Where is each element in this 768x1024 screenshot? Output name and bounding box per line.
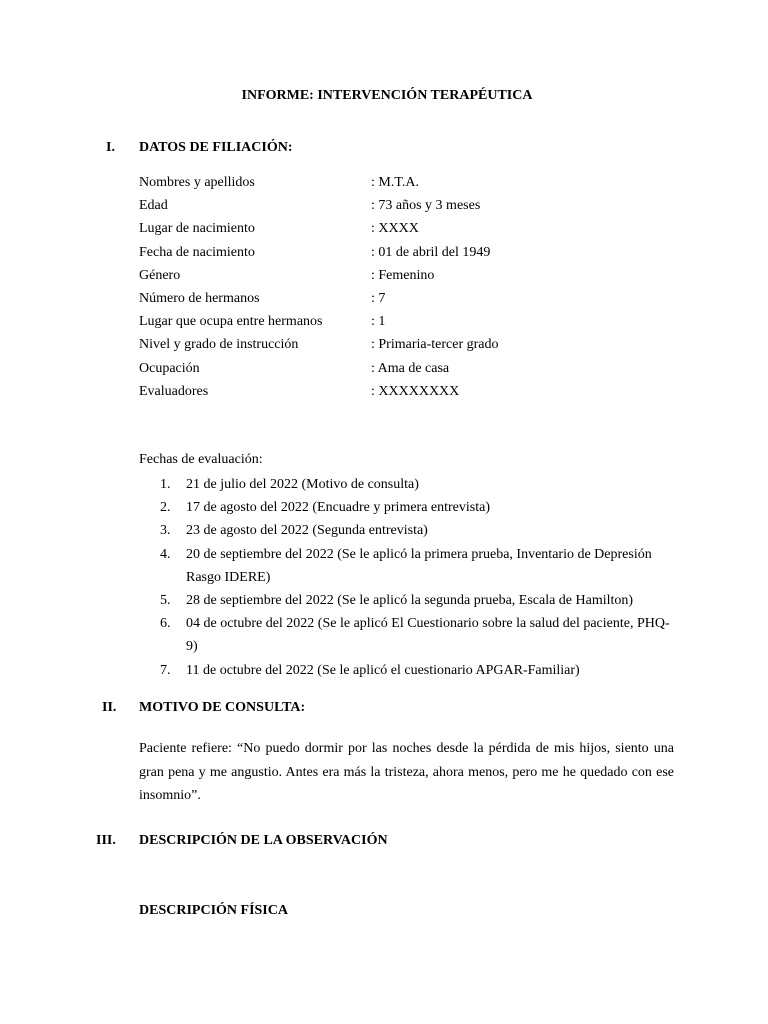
field-value: : Ama de casa — [371, 360, 450, 376]
field-row — [139, 382, 679, 405]
document-title: INFORME: INTERVENCIÓN TERAPÉUTICA — [241, 88, 533, 103]
list-number: 2. — [160, 500, 171, 516]
field-row — [139, 289, 679, 312]
list-text: 21 de julio del 2022 (Motivo de consulta) — [186, 477, 419, 492]
list-number: 7. — [160, 662, 171, 678]
field-label: Nivel y grado de instrucción — [139, 337, 299, 353]
field-label: Número de hermanos — [139, 290, 260, 306]
field-row — [139, 243, 679, 266]
field-value: : Femenino — [371, 267, 435, 283]
field-value: : 01 de abril del 1949 — [371, 244, 491, 260]
field-label: Evaluadores — [139, 383, 209, 399]
field-row — [139, 312, 679, 335]
section-2-number: II. — [102, 700, 117, 715]
list-text: 04 de octubre del 2022 (Se le aplicó El Cuestionario sobre la salud del paciente, PHQ-9) — [186, 616, 670, 655]
evaluation-dates-heading: Fechas de evaluación: — [139, 452, 263, 467]
section-2-title: MOTIVO DE CONSULTA: — [139, 700, 306, 715]
section-3-number: III. — [96, 833, 116, 848]
field-label: Edad — [139, 198, 168, 214]
list-text: 28 de septiembre del 2022 (Se le aplicó la segunda prueba, Escala de Hamilton) — [186, 593, 634, 609]
list-text: 20 de septiembre del 2022 (Se le aplicó la primera prueba, Inventario de Depresión Rasgo IDERE) — [186, 546, 652, 585]
list-item — [160, 589, 680, 612]
field-label: Género — [139, 267, 181, 283]
field-row — [139, 359, 679, 382]
list-item — [160, 473, 680, 496]
field-value: : XXXX — [371, 221, 419, 237]
field-label: Lugar de nacimiento — [139, 221, 255, 237]
list-text: 23 de agosto del 2022 (Segunda entrevista) — [186, 523, 428, 539]
field-row — [139, 266, 679, 289]
list-number: 5. — [160, 593, 171, 609]
list-number: 6. — [160, 616, 171, 632]
field-label: Ocupación — [139, 360, 200, 376]
list-item — [160, 612, 680, 658]
motivo-paragraph: Paciente refiere: “No puedo dormir por las noches desde la pérdida de mis hijos, siento una gran pena y me angustio. Antes era más la tristeza, ahora menos, pero me he quedado con ese insomnio”. — [139, 741, 674, 803]
list-number: 1. — [160, 477, 171, 492]
field-value: : Primaria-tercer grado — [371, 337, 499, 353]
evaluation-dates-list — [160, 473, 680, 682]
list-number: 3. — [160, 523, 171, 539]
field-row — [139, 219, 679, 242]
list-item — [160, 519, 680, 542]
subsection-title: DESCRIPCIÓN FÍSICA — [139, 903, 288, 918]
section-1-title: DATOS DE FILIACIÓN: — [139, 140, 293, 155]
field-label: Fecha de nacimiento — [139, 244, 255, 260]
field-value: : M.T.A. — [371, 175, 419, 190]
list-item — [160, 543, 680, 589]
field-value: : 1 — [371, 314, 386, 330]
field-value: : 73 años y 3 meses — [371, 198, 481, 214]
list-text: 17 de agosto del 2022 (Encuadre y primera entrevista) — [186, 500, 491, 516]
filiation-fields — [139, 173, 679, 405]
list-text: 11 de octubre del 2022 (Se le aplicó el cuestionario APGAR-Familiar) — [186, 662, 580, 678]
list-item — [160, 659, 680, 682]
field-row — [139, 173, 679, 196]
field-label: Lugar que ocupa entre hermanos — [139, 314, 323, 330]
field-label: Nombres y apellidos — [139, 175, 255, 190]
field-row — [139, 335, 679, 358]
section-3-title: DESCRIPCIÓN DE LA OBSERVACIÓN — [139, 833, 388, 848]
field-row — [139, 196, 679, 219]
list-item — [160, 496, 680, 519]
field-value: : XXXXXXXX — [371, 383, 460, 399]
section-1-number: I. — [106, 140, 115, 155]
field-value: : 7 — [371, 290, 386, 306]
list-number: 4. — [160, 546, 171, 562]
